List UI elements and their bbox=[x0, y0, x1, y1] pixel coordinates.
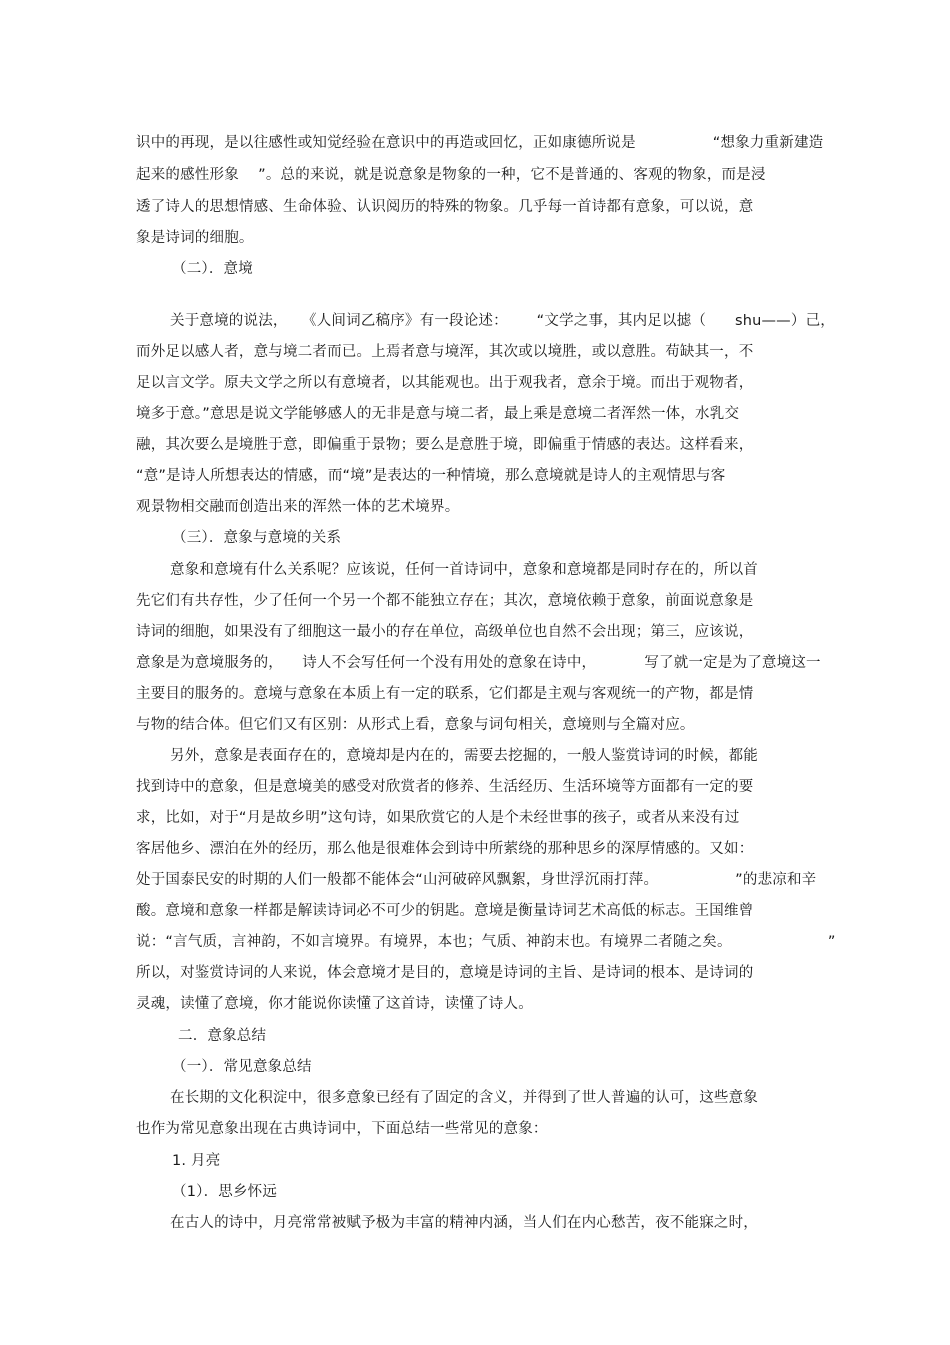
section-heading: 1. 月亮 bbox=[172, 1153, 221, 1169]
text-line: 在古人的诗中，月亮常常被赋予极为丰富的精神内涵，当人们在内心愁苦，夜不能寐之时， bbox=[170, 1215, 758, 1231]
text-line: 客居他乡、漂泊在外的经历，那么他是很难体会到诗中所萦绕的那种思乡的深厚情感的。又如： bbox=[136, 841, 754, 857]
text-line: 意象是为意境服务的， 诗人不会写任何一个没有用处的意象在诗中， 写了就一定是为了意境这一 bbox=[136, 655, 821, 671]
text-line: 求，比如，对于“月是故乡明”这句诗，如果欣赏它的人是个未经世事的孩子，或者从来没有过 bbox=[136, 810, 740, 826]
text-line: 主要目的服务的。意境与意象在本质上有一定的联系，它们都是主观与客观统一的产物，都是情 bbox=[136, 686, 754, 702]
text-line: 透了诗人的思想情感、生命体验、认识阅历的特殊的物象。几乎每一首诗都有意象，可以说，意 bbox=[136, 199, 754, 215]
text-line: 关于意境的说法， 《人间词乙稿序》有一段论述： “文学之事，其内足以摅（ shu——）己， bbox=[170, 313, 835, 329]
section-heading: 二．意象总结 bbox=[178, 1028, 267, 1044]
text-line: 在长期的文化积淀中，很多意象已经有了固定的含义，并得到了世人普遍的认可，这些意象 bbox=[170, 1090, 758, 1106]
text-line: 而外足以感人者，意与境二者而已。上焉者意与境浑，其次或以境胜，或以意胜。苟缺其一，不 bbox=[136, 344, 754, 360]
text-line: 足以言文学。原夫文学之所以有意境者，以其能观也。出于观我者，意余于境。而出于观物者， bbox=[136, 375, 754, 391]
text-line: 识中的再现，是以往感性或知觉经验在意识中的再造或回忆，正如康德所说是 “想象力重新建造 bbox=[136, 135, 824, 151]
text-line: 先它们有共存性，少了任何一个另一个都不能独立存在；其次，意境依赖于意象，前面说意象是 bbox=[136, 593, 754, 609]
text-line: “意”是诗人所想表达的情感，而“境”是表达的一种情境，那么意境就是诗人的主观情思与客 bbox=[136, 468, 726, 484]
text-line: 与物的结合体。但它们又有区别：从形式上看，意象与词句相关，意境则与全篇对应。 bbox=[136, 717, 695, 733]
text-line: 所以，对鉴赏诗词的人来说，体会意境才是目的，意境是诗词的主旨、是诗词的根本、是诗词的 bbox=[136, 965, 754, 981]
text-line: 说：“言气质，言神韵，不如言境界。有境界，本也；气质、神韵末也。有境界二者随之矣。 ” bbox=[136, 934, 836, 950]
text-line: 意象和意境有什么关系呢？应该说，任何一首诗词中，意象和意境都是同时存在的，所以首 bbox=[170, 562, 758, 578]
section-heading: （1）．思乡怀远 bbox=[172, 1184, 278, 1200]
text-line: 另外，意象是表面存在的，意境却是内在的，需要去挖掘的，一般人鉴赏诗词的时候，都能 bbox=[170, 748, 758, 764]
text-line: 灵魂，读懂了意境，你才能说你读懂了这首诗，读懂了诗人。 bbox=[136, 996, 533, 1012]
text-line: 诗词的细胞，如果没有了细胞这一最小的存在单位，高级单位也自然不会出现；第三，应该说， bbox=[136, 624, 754, 640]
text-line: 也作为常见意象出现在古典诗词中，下面总结一些常见的意象： bbox=[136, 1121, 548, 1137]
text-line: 融，其次要么是境胜于意，即偏重于景物；要么是意胜于境，即偏重于情感的表达。这样看来， bbox=[136, 437, 754, 453]
text-line: 酸。意境和意象一样都是解读诗词必不可少的钥匙。意境是衡量诗词艺术高低的标志。王国维曾 bbox=[136, 903, 754, 919]
text-line: 起来的感性形象 ”。总的来说，就是说意象是物象的一种，它不是普通的、客观的物象，而是浸 bbox=[136, 167, 766, 183]
text-line: 处于国泰民安的时期的人们一般都不能体会“山河破碎风飘絮，身世浮沉雨打萍。 ”的悲凉和辛 bbox=[136, 872, 817, 888]
text-line: 观景物相交融而创造出来的浑然一体的艺术境界。 bbox=[136, 499, 460, 515]
section-heading: （二）．意境 bbox=[172, 261, 253, 277]
text-line: 象是诗词的细胞。 bbox=[136, 230, 254, 246]
text-line: 境多于意。”意思是说文学能够感人的无非是意与境二者，最上乘是意境二者浑然一体，水乳交 bbox=[136, 406, 740, 422]
section-heading: （三）．意象与意境的关系 bbox=[172, 530, 342, 546]
text-line: 找到诗中的意象，但是意境美的感受对欣赏者的修养、生活经历、生活环境等方面都有一定的要 bbox=[136, 779, 754, 795]
section-heading: （一）．常见意象总结 bbox=[172, 1059, 312, 1075]
